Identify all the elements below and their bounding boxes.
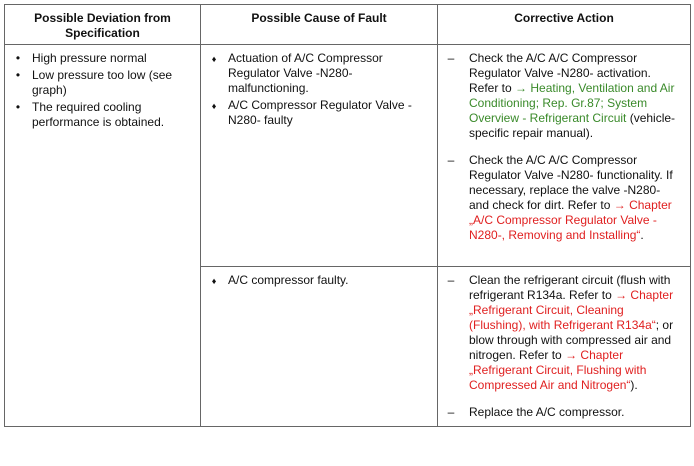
deviation-text: Low pressure too low (see graph) — [32, 68, 173, 97]
action-text: Check the A/C A/C Compressor Regulator Valve -N280- functionality. If necessary, replace the valve -N280- and check for dirt. Refer to — [469, 153, 673, 212]
action-list — [442, 51, 682, 243]
bullet-icon: • — [15, 100, 21, 114]
cause-text: Actuation of A/C Compressor Regulator Valve -N280- malfunctioning. — [228, 51, 383, 95]
action-list — [442, 273, 682, 420]
header-deviation: Possible Deviation from Specification — [5, 5, 201, 45]
dash-bullet-icon: – — [447, 51, 455, 65]
action-text: Replace the A/C compressor. — [469, 405, 625, 419]
chapter-link[interactable]: → Chapter „Refrigerant Circuit, Cleaning (Flushing), with Refrigerant R134a“ — [469, 288, 674, 332]
list-item — [205, 51, 429, 96]
cause-cell — [201, 267, 438, 427]
cause-list — [205, 51, 429, 128]
deviation-list — [9, 51, 192, 130]
list-item — [9, 51, 192, 66]
chapter-link[interactable]: → Chapter „Refrigerant Circuit, Flushing with Compressed Air and Nitrogen“ — [469, 348, 647, 392]
repair-manual-link[interactable]: → Heating, Ventilation and Air Conditioning; Rep. Gr.87; System Overview - Refrigerant Circuit — [469, 81, 675, 125]
chapter-link[interactable]: → Chapter „A/C Compressor Regulator Valve -N280-, Removing and Installing“ — [469, 198, 672, 242]
action-text-suffix: . — [640, 228, 644, 242]
list-item — [442, 273, 682, 393]
action-text: Clean the refrigerant circuit (flush with refrigerant R134a. Refer to — [469, 273, 671, 302]
action-text-suffix: ). — [630, 378, 638, 392]
list-item — [442, 405, 682, 420]
action-text-suffix: (vehicle-specific repair manual). — [469, 111, 676, 140]
list-item — [9, 68, 192, 98]
deviation-text: High pressure normal — [32, 51, 147, 65]
list-item — [205, 273, 429, 288]
cause-list — [205, 273, 429, 288]
dash-bullet-icon: – — [447, 153, 455, 167]
diamond-bullet-icon: ♦ — [211, 54, 217, 64]
cause-text: A/C compressor faulty. — [228, 273, 349, 287]
table-row — [5, 45, 691, 267]
dash-bullet-icon: – — [447, 405, 455, 419]
action-cell — [438, 45, 691, 267]
header-action: Corrective Action — [438, 5, 691, 45]
diamond-bullet-icon: ♦ — [211, 276, 217, 286]
action-text: Check the A/C A/C Compressor Regulator Valve -N280- activation. Refer to — [469, 51, 651, 95]
dash-bullet-icon: – — [447, 273, 455, 287]
list-item — [442, 51, 682, 141]
list-item — [442, 153, 682, 243]
header-cause: Possible Cause of Fault — [201, 5, 438, 45]
deviation-cell — [5, 45, 201, 427]
fault-table — [4, 4, 691, 427]
bullet-icon: • — [15, 68, 21, 82]
cause-text: A/C Compressor Regulator Valve -N280- faulty — [228, 98, 412, 127]
list-item — [205, 98, 429, 128]
diamond-bullet-icon: ♦ — [211, 101, 217, 111]
action-text-middle: ; or blow through with compressed air and nitrogen. Refer to — [469, 318, 674, 362]
cause-cell — [201, 45, 438, 267]
action-cell — [438, 267, 691, 427]
header-row — [5, 5, 691, 45]
deviation-text: The required cooling performance is obtained. — [32, 100, 165, 129]
list-item — [9, 100, 192, 130]
bullet-icon: • — [15, 51, 21, 65]
